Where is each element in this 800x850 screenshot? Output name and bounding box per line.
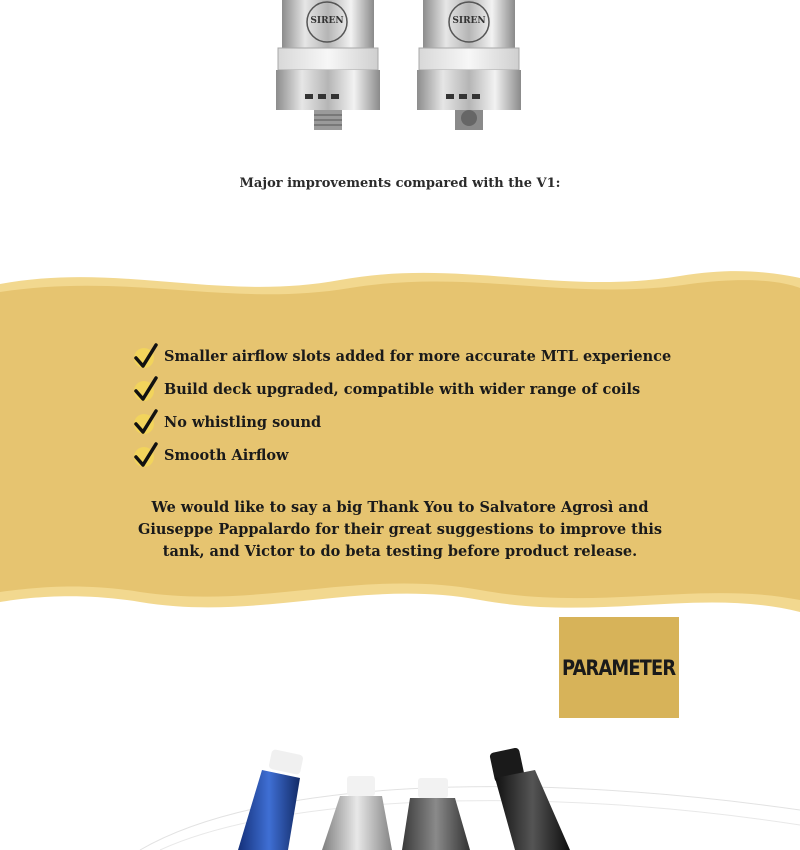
feature-label: No whistling sound — [164, 414, 322, 431]
parameter-badge — [559, 617, 679, 718]
improvements-heading: Major improvements compared with the V1: — [239, 176, 561, 191]
list-item — [132, 439, 692, 472]
check-icon — [132, 343, 160, 371]
tank-silver — [322, 776, 392, 850]
thanks-paragraph: We would like to say a big Thank You to Salvatore Agrosì and Giuseppe Pappalardo for their great suggestions to improve this tank, and Victor to do beta testing before product release. — [137, 499, 663, 560]
siren-logo-left: SIREN — [310, 16, 344, 26]
list-item — [132, 406, 692, 439]
check-icon — [132, 442, 160, 470]
product-image-top — [0, 0, 800, 140]
siren-logo-right: SIREN — [452, 16, 486, 26]
product-image-bottom — [0, 740, 800, 850]
list-item — [132, 373, 692, 406]
list-item — [132, 340, 692, 373]
check-icon — [132, 376, 160, 404]
tank-blue — [238, 749, 304, 850]
feature-label: Build deck upgraded, compatible with wider range of coils — [164, 381, 641, 398]
feature-label: Smaller airflow slots added for more accurate MTL experience — [164, 348, 672, 365]
feature-list — [132, 340, 692, 472]
check-icon — [132, 409, 160, 437]
tank-black — [489, 747, 570, 850]
feature-label: Smooth Airflow — [164, 447, 289, 464]
parameter-label: PARAMETER — [562, 655, 676, 680]
